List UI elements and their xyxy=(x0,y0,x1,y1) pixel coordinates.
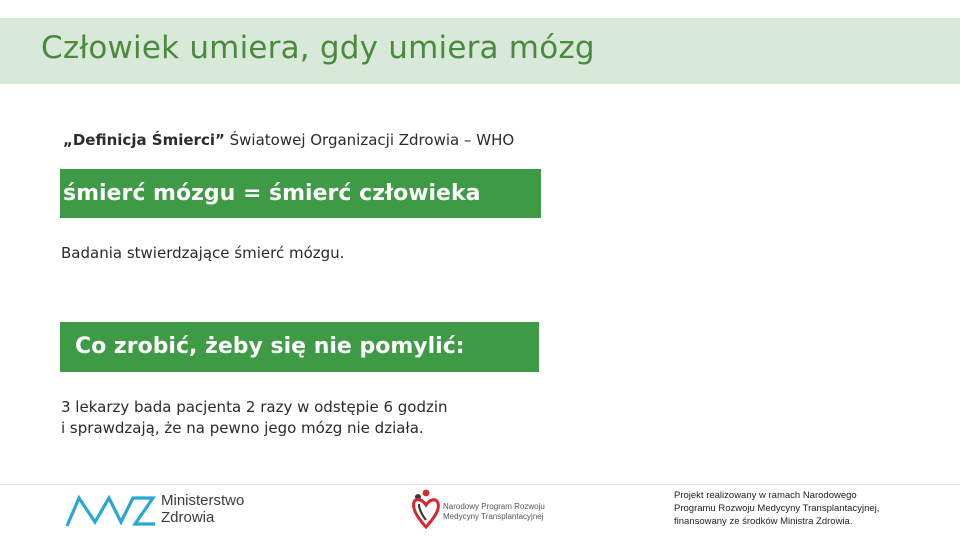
equation-box: śmierć mózgu = śmierć człowieka xyxy=(60,169,541,218)
definition-bold: „Definicja Śmierci” xyxy=(63,131,225,149)
slide-title: Człowiek umiera, gdy umiera mózg xyxy=(41,30,595,66)
doctors-line-2: i sprawdzają, że na pewno jego mózg nie działa. xyxy=(61,419,424,437)
tests-line: Badania stwierdzające śmierć mózgu. xyxy=(61,244,345,262)
transplant-program-logo xyxy=(410,488,570,530)
ministry-logo xyxy=(65,492,255,528)
project-note-line3: finansowany ze środków Ministra Zdrowia. xyxy=(674,516,853,527)
footer-divider xyxy=(0,484,960,485)
project-funding-note xyxy=(674,489,954,528)
transplant-program-text xyxy=(443,502,545,522)
ministry-logo-line1: Ministerstwo xyxy=(161,492,245,509)
definition-line xyxy=(63,131,514,149)
ministry-of-health-logo-icon xyxy=(65,492,157,528)
ministry-logo-line2: Zdrowia xyxy=(161,509,215,526)
project-note-line1: Projekt realizowany w ramach Narodowego xyxy=(674,490,857,501)
question-box: Co zrobić, żeby się nie pomylić: xyxy=(60,322,539,372)
transplant-program-heart-icon xyxy=(410,488,442,530)
project-note-line2: Programu Rozwoju Medycyny Transplantacyjnej, xyxy=(674,503,880,514)
doctors-line-1: 3 lekarzy bada pacjenta 2 razy w odstępie 6 godzin xyxy=(61,398,448,416)
ministry-logo-text xyxy=(161,492,244,526)
transplant-program-line1: Narodowy Program Rozwoju xyxy=(443,502,545,511)
definition-rest: Światowej Organizacji Zdrowia – WHO xyxy=(224,131,515,149)
transplant-program-line2: Medycyny Transplantacyjnej xyxy=(443,512,544,521)
